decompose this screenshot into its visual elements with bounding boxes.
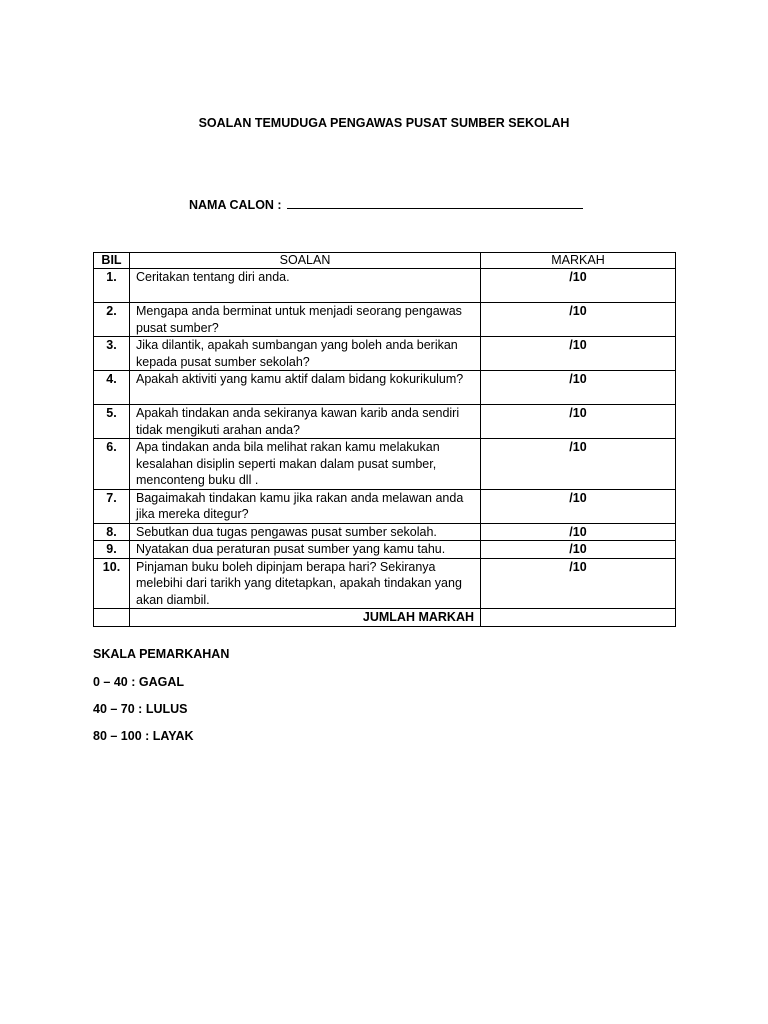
row-number: 10.: [94, 558, 130, 609]
nama-calon-label: NAMA CALON :: [189, 198, 282, 212]
table-row: [94, 523, 676, 541]
nama-calon-blank: [287, 197, 583, 209]
row-mark: /10: [481, 489, 676, 523]
row-mark: /10: [481, 303, 676, 337]
row-number: 2.: [94, 303, 130, 337]
table-row: [94, 269, 676, 303]
row-mark: /10: [481, 269, 676, 303]
skala-item-lulus: 40 – 70 : LULUS: [93, 702, 188, 716]
row-question: Sebutkan dua tugas pengawas pusat sumber sekolah.: [130, 523, 481, 541]
table-row: [94, 371, 676, 405]
total-empty-cell: [94, 609, 130, 627]
nama-calon-line: [189, 197, 583, 212]
header-soalan: SOALAN: [130, 253, 481, 269]
table-row: [94, 489, 676, 523]
row-question: Bagaimakah tindakan kamu jika rakan anda melawan anda jika mereka ditegur?: [130, 489, 481, 523]
row-number: 4.: [94, 371, 130, 405]
header-bil: BIL: [94, 253, 130, 269]
row-question: Mengapa anda berminat untuk menjadi seorang pengawas pusat sumber?: [130, 303, 481, 337]
table-row: [94, 439, 676, 490]
row-number: 6.: [94, 439, 130, 490]
total-value: [481, 609, 676, 627]
question-table: [93, 252, 676, 627]
total-label: JUMLAH MARKAH: [130, 609, 481, 627]
row-question: Apakah tindakan anda sekiranya kawan karib anda sendiri tidak mengikuti arahan anda?: [130, 405, 481, 439]
skala-item-layak: 80 – 100 : LAYAK: [93, 729, 194, 743]
document-title: SOALAN TEMUDUGA PENGAWAS PUSAT SUMBER SEKOLAH: [198, 116, 570, 130]
table-row: [94, 337, 676, 371]
table-row: [94, 558, 676, 609]
table-row: [94, 303, 676, 337]
row-number: 7.: [94, 489, 130, 523]
row-number: 5.: [94, 405, 130, 439]
row-number: 1.: [94, 269, 130, 303]
row-mark: /10: [481, 337, 676, 371]
row-question: Apa tindakan anda bila melihat rakan kamu melakukan kesalahan disiplin seperti makan dalam pusat sumber, menconteng buku dll .: [130, 439, 481, 490]
row-number: 9.: [94, 541, 130, 559]
row-mark: /10: [481, 439, 676, 490]
row-question: Jika dilantik, apakah sumbangan yang boleh anda berikan kepada pusat sumber sekolah?: [130, 337, 481, 371]
row-number: 3.: [94, 337, 130, 371]
row-mark: /10: [481, 405, 676, 439]
row-mark: /10: [481, 541, 676, 559]
table-row: [94, 405, 676, 439]
table-row: [94, 541, 676, 559]
header-markah: MARKAH: [481, 253, 676, 269]
table-header-row: [94, 253, 676, 269]
row-question: Nyatakan dua peraturan pusat sumber yang kamu tahu.: [130, 541, 481, 559]
row-mark: /10: [481, 371, 676, 405]
row-question: Pinjaman buku boleh dipinjam berapa hari? Sekiranya melebihi dari tarikh yang ditetapkan, apakah tindakan yang akan diambil.: [130, 558, 481, 609]
row-mark: /10: [481, 558, 676, 609]
skala-heading: SKALA PEMARKAHAN: [93, 647, 230, 661]
row-question: Ceritakan tentang diri anda.: [130, 269, 481, 303]
row-question: Apakah aktiviti yang kamu aktif dalam bidang kokurikulum?: [130, 371, 481, 405]
row-mark: /10: [481, 523, 676, 541]
row-number: 8.: [94, 523, 130, 541]
total-row: [94, 609, 676, 627]
skala-item-gagal: 0 – 40 : GAGAL: [93, 675, 184, 689]
